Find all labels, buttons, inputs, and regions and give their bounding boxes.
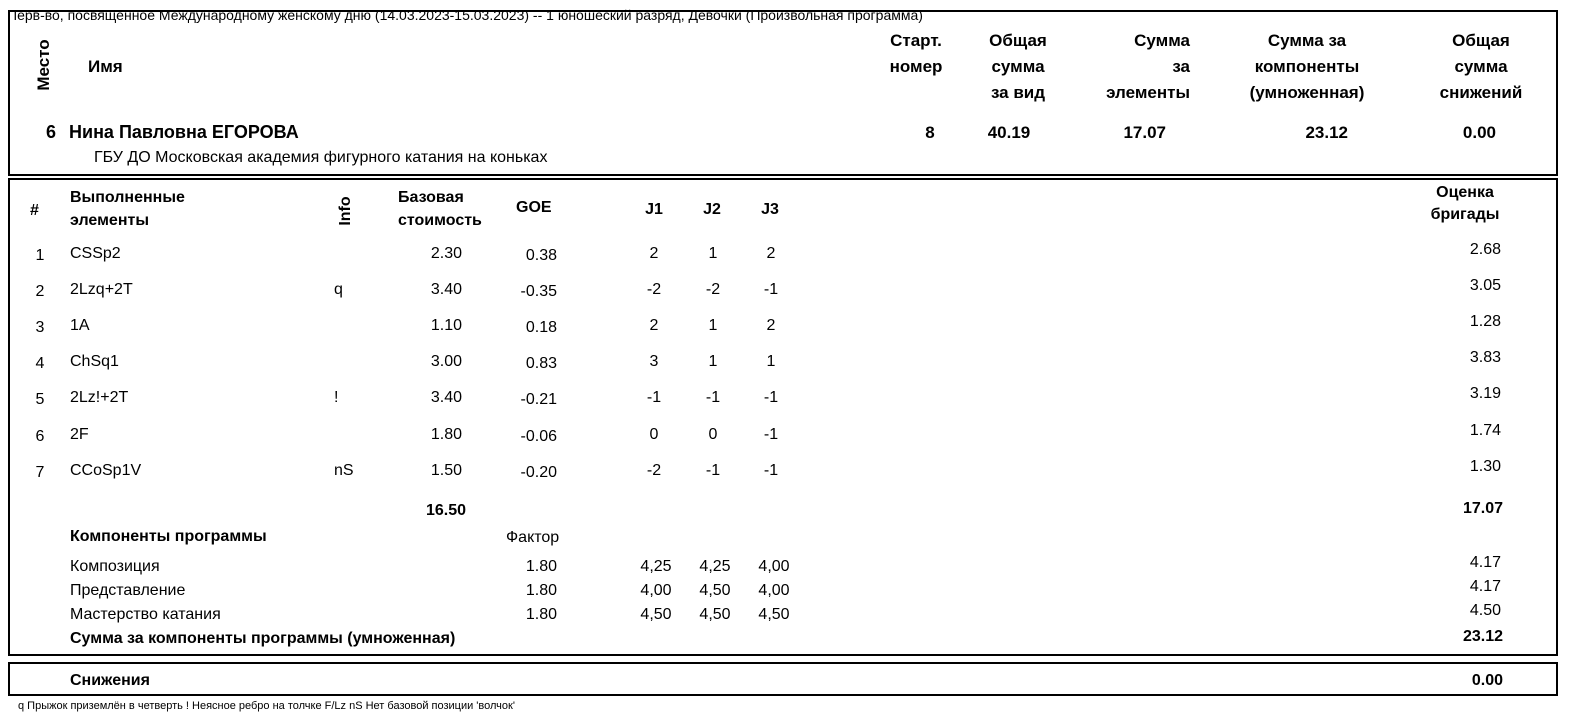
component-score: 4.17: [1469, 554, 1501, 571]
element-panel-score: 1.74: [1469, 422, 1501, 439]
start-number-header: Старт. номер: [889, 31, 943, 76]
components-sum-label: Сумма за компоненты программы (умноженная): [70, 630, 456, 647]
element-goe: -0.35: [520, 283, 557, 300]
component-j3: 4,00: [758, 582, 790, 599]
element-code: ChSq1: [70, 353, 119, 370]
element-j2: 1: [708, 353, 718, 370]
element-base-value: 1.50: [430, 462, 462, 479]
col-num-header: #: [30, 202, 39, 219]
element-number: 3: [35, 319, 45, 336]
element-number: 4: [35, 355, 45, 372]
element-number: 7: [35, 464, 45, 481]
element-code: 2Lz!+2T: [70, 389, 129, 406]
element-j3: -1: [763, 426, 779, 443]
col-info-header: Info: [337, 196, 354, 226]
element-code: CSSp2: [70, 245, 121, 262]
component-j2: 4,50: [699, 606, 731, 623]
footnote: q Прыжок приземлён в четверть ! Неясное ребро на толчке F/Lz nS Нет базовой позиции 'волчок': [18, 700, 515, 712]
component-name: Представление: [70, 582, 186, 599]
deductions-value: 0.00: [1471, 672, 1503, 689]
components-score-value: 23.12: [1305, 123, 1348, 142]
component-factor: 1.80: [525, 558, 557, 575]
element-code: 1A: [70, 317, 90, 334]
col-j3-header: J3: [761, 201, 779, 218]
element-j1: 0: [649, 426, 659, 443]
start-number-value: 8: [925, 123, 935, 142]
element-panel-score: 3.83: [1469, 349, 1501, 366]
element-panel-score: 1.30: [1469, 458, 1501, 475]
element-base-value: 2.30: [430, 245, 462, 262]
components-heading: Компоненты программы: [70, 528, 267, 545]
total-score-header: Общая сумма за вид: [989, 31, 1047, 102]
element-goe: -0.21: [520, 391, 557, 408]
factor-header: Фактор: [506, 529, 560, 546]
element-base-value: 1.80: [430, 426, 462, 443]
deductions-score-header: Общая сумма снижений: [1439, 31, 1523, 102]
col-j2-header: J2: [703, 201, 721, 218]
elements-score-value: 17.07: [1123, 123, 1166, 142]
element-j1: 2: [649, 245, 659, 262]
components-sum-value: 23.12: [1462, 628, 1503, 645]
place-header: Место: [34, 39, 53, 91]
element-j3: 2: [766, 245, 776, 262]
element-goe: 0.38: [525, 247, 557, 264]
elements-score-total: 17.07: [1462, 500, 1503, 517]
element-j1: -1: [646, 389, 662, 406]
components-score-header: Сумма за компоненты (умноженная): [1249, 31, 1365, 102]
element-j2: -1: [705, 462, 721, 479]
component-name: Композиция: [70, 558, 160, 575]
component-name: Мастерство катания: [70, 606, 221, 623]
element-code: CCoSp1V: [70, 462, 142, 479]
element-j3: 2: [766, 317, 776, 334]
component-j1: 4,00: [640, 582, 672, 599]
component-factor: 1.80: [525, 606, 557, 623]
element-code: 2Lzq+2T: [70, 281, 133, 298]
element-goe: 0.83: [525, 355, 557, 372]
element-base-value: 3.40: [430, 281, 462, 298]
element-j1: 3: [649, 353, 659, 370]
col-j1-header: J1: [645, 201, 663, 218]
element-base-value: 1.10: [430, 317, 462, 334]
element-j1: -2: [646, 462, 662, 479]
component-score: 4.50: [1469, 602, 1501, 619]
element-goe: 0.18: [525, 319, 557, 336]
element-goe: -0.06: [520, 428, 557, 445]
total-score-value: 40.19: [987, 123, 1031, 142]
element-j3: 1: [766, 353, 776, 370]
element-panel-score: 3.05: [1469, 277, 1501, 294]
col-score-header: Оценка бригады: [1430, 184, 1500, 223]
element-j2: 0: [708, 426, 718, 443]
col-elements-header: Выполненные элементы: [70, 189, 185, 229]
deductions-box: [8, 662, 1558, 696]
deductions-score-value: 0.00: [1462, 123, 1496, 142]
element-j2: 1: [708, 317, 718, 334]
element-info: nS: [334, 462, 354, 479]
element-number: 5: [35, 391, 45, 408]
skater-name: Нина Павловна ЕГОРОВА: [69, 122, 299, 142]
element-goe: -0.20: [520, 464, 557, 481]
element-j2: 1: [708, 245, 718, 262]
component-j2: 4,25: [699, 558, 731, 575]
base-total: 16.50: [425, 502, 466, 519]
element-info: !: [334, 389, 339, 406]
col-base-header: Базовая стоимость: [398, 189, 482, 229]
page-title: Перв-во, посвященное Международному женскому дню (14.03.2023-15.03.2023) -- 1 юношеский разряд, Девочки (Произвольная программа): [7, 7, 923, 23]
element-j2: -2: [705, 281, 721, 298]
component-factor: 1.80: [525, 582, 557, 599]
element-panel-score: 2.68: [1469, 241, 1501, 258]
element-info: q: [334, 281, 343, 298]
name-header: Имя: [88, 57, 123, 76]
element-number: 1: [35, 247, 45, 264]
component-j1: 4,25: [640, 558, 672, 575]
skater-club: ГБУ ДО Московская академия фигурного катания на коньках: [94, 149, 548, 166]
element-number: 6: [35, 428, 45, 445]
skater-place: 6: [46, 122, 57, 142]
col-goe-header: GOE: [516, 199, 552, 216]
element-base-value: 3.00: [430, 353, 462, 370]
element-j3: -1: [763, 281, 779, 298]
component-j3: 4,50: [758, 606, 790, 623]
element-j3: -1: [763, 389, 779, 406]
element-j3: -1: [763, 462, 779, 479]
element-j1: 2: [649, 317, 659, 334]
element-j1: -2: [646, 281, 662, 298]
element-panel-score: 1.28: [1469, 313, 1501, 330]
elements-score-header: Сумма за элементы: [1106, 31, 1190, 102]
element-j2: -1: [705, 389, 721, 406]
element-base-value: 3.40: [430, 389, 462, 406]
component-j2: 4,50: [699, 582, 731, 599]
component-j1: 4,50: [640, 606, 672, 623]
element-panel-score: 3.19: [1469, 385, 1501, 402]
deductions-label: Снижения: [70, 672, 150, 689]
element-code: 2F: [70, 426, 89, 443]
component-score: 4.17: [1469, 578, 1501, 595]
component-j3: 4,00: [758, 558, 790, 575]
element-number: 2: [35, 283, 45, 300]
